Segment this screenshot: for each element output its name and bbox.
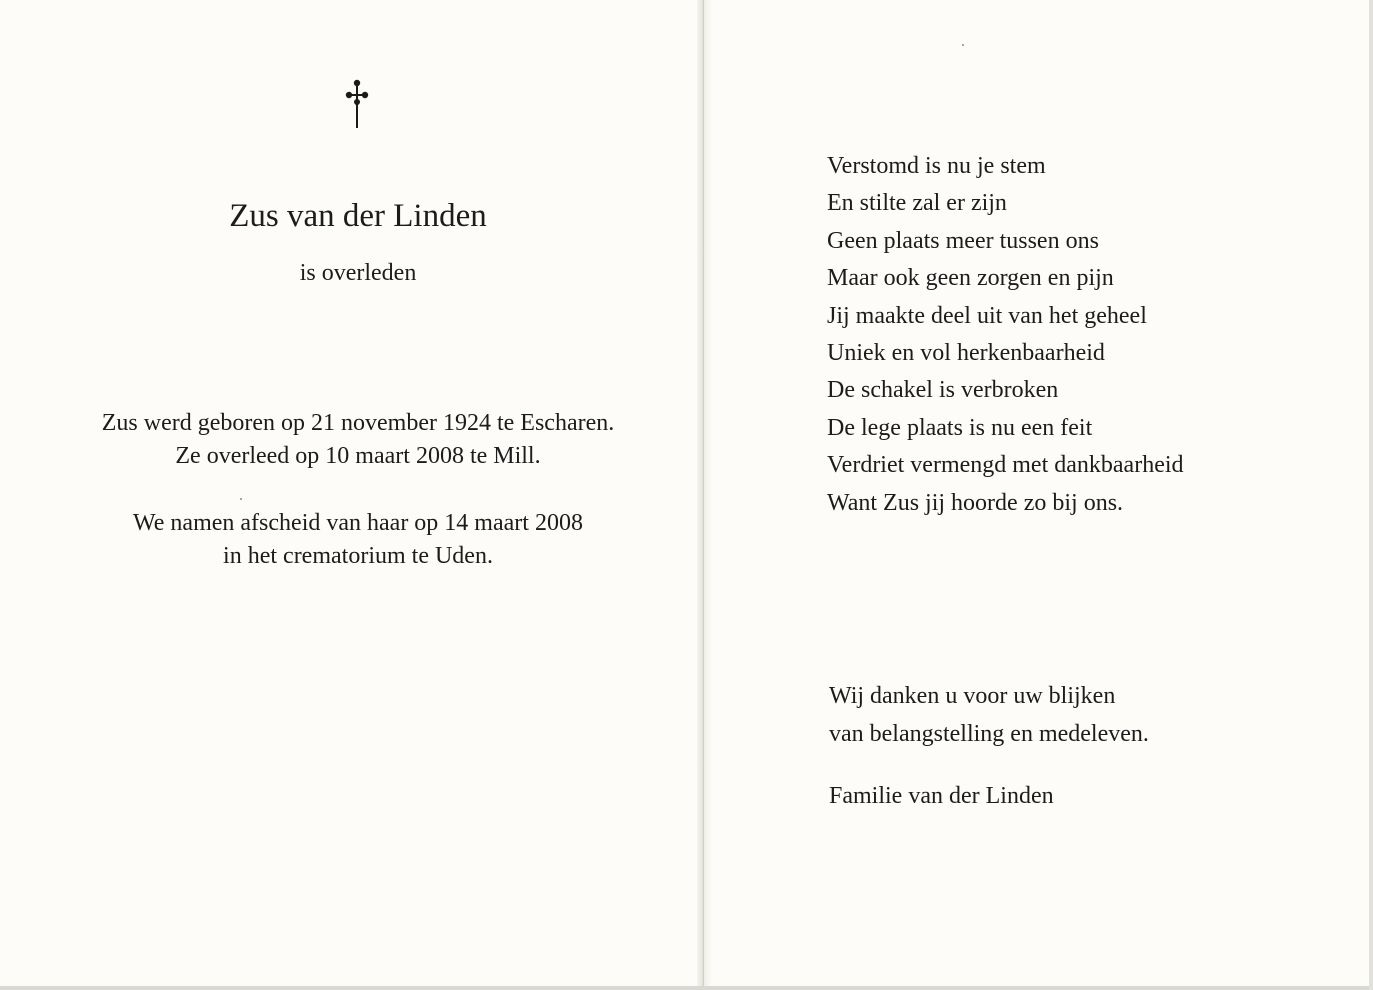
- bio-block: [40, 407, 676, 473]
- farewell-block: [40, 507, 676, 573]
- poem-line: De schakel is verbroken: [827, 377, 1059, 404]
- poem-line: De lege plaats is nu een feit: [827, 414, 1093, 441]
- bio-line-death: Ze overleed op 10 maart 2008 te Mill.: [175, 443, 541, 469]
- poem: [827, 148, 1184, 522]
- family-signature: Familie van der Linden: [829, 783, 1054, 809]
- poem-line: En stilte zal er zijn: [827, 190, 1007, 217]
- poem-line: Want Zus jij hoorde zo bij ons.: [827, 489, 1124, 516]
- thanks-block: [829, 677, 1149, 753]
- card-right-edge: [1369, 0, 1373, 990]
- announcement-text: is overleden: [299, 260, 417, 286]
- thanks-line: Wij danken u voor uw blijken: [829, 683, 1116, 709]
- poem-line: Jij maakte deel uit van het geheel: [827, 302, 1147, 329]
- farewell-line-place: in het crematorium te Uden.: [223, 543, 493, 569]
- poem-line: Verdriet vermengd met dankbaarheid: [827, 452, 1184, 479]
- card-bottom-edge: [0, 986, 1373, 990]
- fold-line: [703, 0, 704, 988]
- paper-speck: [962, 44, 964, 46]
- farewell-line-date: We namen afscheid van haar op 14 maart 2008: [133, 510, 583, 536]
- poem-line: Maar ook geen zorgen en pijn: [827, 265, 1114, 292]
- poem-line: Geen plaats meer tussen ons: [827, 227, 1099, 254]
- thanks-line: van belangstelling en medeleven.: [829, 721, 1149, 747]
- paper-speck: [240, 498, 242, 500]
- cross-icon: [340, 78, 374, 130]
- card-fold: [697, 0, 711, 988]
- poem-line: Uniek en vol herkenbaarheid: [827, 340, 1105, 367]
- deceased-name: Zus van der Linden: [229, 198, 487, 234]
- poem-line: Verstomd is nu je stem: [827, 153, 1046, 179]
- bio-line-birth: Zus werd geboren op 21 november 1924 te Escharen.: [101, 410, 615, 436]
